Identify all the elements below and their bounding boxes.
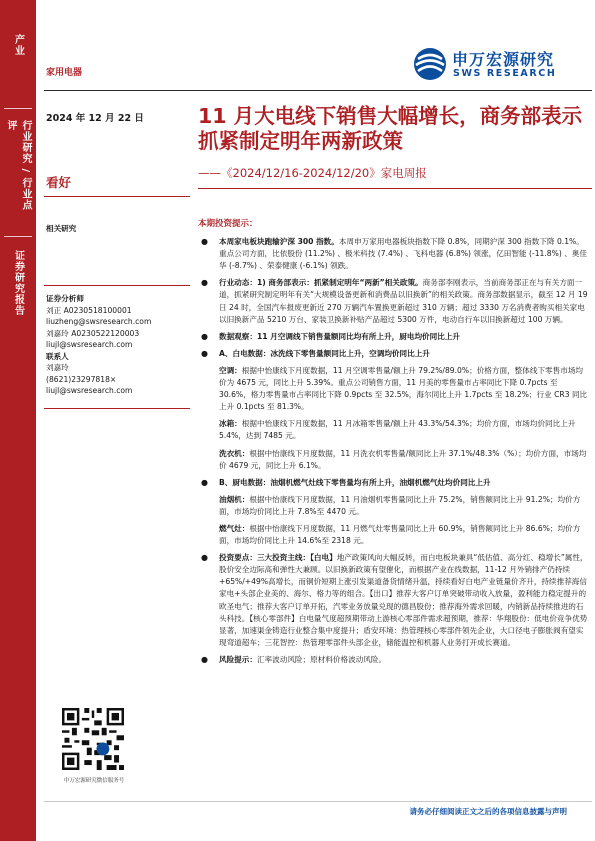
left-divider [44, 285, 190, 286]
sector-label: 家用电器 [46, 68, 83, 78]
contact-line: 刘嘉玲 [46, 363, 69, 372]
contact-line: (8621)23297818× [46, 374, 117, 384]
footer-disclaimer: 请务必仔细阅读正文之后的各项信息披露与声明 [409, 807, 567, 816]
logo-globe-icon [412, 46, 448, 82]
paragraph-washing-machine: 洗衣机：根据中怡康线下月度数据，11 月洗衣机零售量/额同比上升 37.1%/48.3%（%）；均价方面，市场均价 4679 元，同比上升 6.1%。 [219, 448, 587, 470]
bullet-icon: ● [201, 477, 208, 487]
bullet-market-performance: ● 本周家电板块跑输沪深 300 指数。本周申万家用电器板块指数下降 0.8%，同期沪深 300 指数下降 0.1%。重点公司方面，比依股份 (11.2%) 、极米科技 (7.4%) 、飞科电器 (6.8%) 领涨，亿田智能 (-11.8%) 、奥佳华 (-8.7%) 、荣泰健康 (-6.1%) 领跌。 [201, 237, 587, 271]
bullet-white-goods-heading: ● A、白电数据：冰洗线下零售量额同比上升，空调均价同比上升 [198, 348, 590, 360]
bullet-investment-points: ● 投资要点：三大投资主线：【白电】地产政策风向大幅反转，而白电板块兼具“低估值、高分红、稳增长”属性，股价安全边际高和弹性大兼顾。以旧换新政策有望催化，而根据产业在线数据，11-12 月外销排产仍持续+65%/+49%高增长，而铜价短期上涨引发渠道备货情绪升温，持续看好白电产业链量价齐升，持续推荐海信家电+头部企业美的、海尔、格力等的组合。【出口】推荐大客户订单突破带动收入放量，盈利能力稳定提升的欧圣电气；推荐大客户订单开拓，汽零业务放量兑现的德昌股份；推荐海外需求回暖，内销新品持续推进的石头科技。【核心零部件】白电量气度超预期带动上游核心零部件需求超预期，推荐：华翔股份：低电价竞争优势显著，加速渠金铸造行业整合集中度提升；盾安环境：热管理核心零部件领先企业，大口径电子膨胀阀有望实现弯道超车；三花智控：热管理零部件头部企业，储能温控和机器人业务打开成长赛道。 [201, 553, 588, 647]
analyst-line: 刘嘉玲 A0230522120003 [46, 328, 140, 338]
left-divider [44, 196, 190, 197]
analysts-block [46, 293, 151, 397]
analyst-line: 刘正 A0230518100001 [46, 305, 132, 315]
bullet-industry-news: ● 行业动态：1) 商务部表示：抓紧制定明年“两新”相关政策。商务部李刚表示，当前商务部正在与有关方面一道，抓紧研究制定明年有关“大规模设备更新和消费品以旧换新”的相关政策。商务部数据显示，截至 12 月 19 日 24 时，全国汽车报废更新近 270 万辆汽车置换更新超过 310 万辆；超过 3330 万名消费者购买相关家电以旧换新产品 5210 万台、家装卫换新补贴产品超过 5300 万件，电动自行车以旧换新超过 100 万辆。 [201, 278, 588, 324]
left-sidebar [0, 0, 36, 841]
bullet-icon: ● [201, 553, 208, 563]
analyst-email[interactable]: liujl@swsresearch.com [46, 340, 133, 349]
report-date: 2024 年 12 月 22 日 [46, 113, 144, 124]
logo-text-cn: 申万宏源研究 [452, 50, 555, 69]
paragraph-range-hood: 油烟机：根据中怡康线下月度数据，11 月油烟机零售量同比上升 75.2%，销售额同比上升 91.2%；均价方面，市场均价同比上升 7.8%至 4470 元。 [219, 494, 581, 516]
bullet-icon: ● [201, 278, 208, 288]
contact-label: 联系人 [46, 351, 69, 361]
paragraph-refrigerator: 冰箱：根据中怡康线下月度数据，11 月冰箱零售量/额上升 43.3%/54.3%；均价方面，市场均价同比上升 5.4%，达到 7485 元。 [219, 419, 576, 441]
bullet-data-observation: ● 数据观察：11 月空调线下销售量额同比均有所上升，厨电均价同比上升 [198, 331, 590, 343]
bullet-risk-warning: ● 风险提示：汇率波动风险；原材料价格波动风险。 [198, 654, 590, 666]
paragraph-air-conditioner: 空调：根据中怡康线下月度数据，11 月空调零售量/额上升 79.2%/89.0%；价格方面，整体线下零售市场均价为 4675 元，同比上升 5.39%。重点公司销售方面，11 月美的零售量市占率同比下降 0.7pcts 至 30.6%，格力零售量市占率同比下降 0.9pcts 至 32.5%，海尔同比上升 1.7pcts 至 18.2%；行业 CR3 同比上升 0.1pcts 至 81.3%。 [219, 365, 588, 412]
paragraph-gas-stove: 燃气灶：根据中怡康线下月度数据，11 月燃气灶零售量同比上升 60.9%，销售额同比上升 86.6%；均价方面，市场均价同比上升 14.6%至 2318 元。 [219, 523, 581, 546]
sidebar-tag-report-type: 行业研究 / 行业点评 [5, 120, 31, 211]
bullet-icon: ● [201, 654, 208, 664]
bullet-kitchen-appliance-heading: ● B、厨电数据：油烟机燃气灶线下零售量均有所上升，油烟机燃气灶均价同比上升 [198, 477, 590, 489]
report-subtitle: ——《2024/12/16-2024/12/20》家电周报 [198, 166, 427, 180]
bullet-icon: ● [201, 237, 208, 247]
title-divider [198, 188, 592, 189]
contact-email[interactable]: liujl@swsresearch.com [46, 386, 133, 395]
analyst-email[interactable]: liuzheng@swsresearch.com [46, 317, 152, 326]
analysts-label: 证券分析师 [46, 294, 84, 303]
sidebar-divider [4, 108, 32, 109]
bullet-icon: ● [201, 348, 208, 358]
company-logo [412, 46, 582, 86]
report-title: 11 月大电线下销售大幅增长，商务部表示抓紧制定明年两新政策 [198, 104, 583, 153]
wechat-qr-code-icon[interactable] [62, 708, 124, 770]
footer-divider [44, 801, 592, 802]
header-divider [44, 90, 592, 91]
report-body [198, 218, 590, 671]
related-research-label: 相关研究 [46, 224, 77, 233]
left-divider [44, 408, 190, 409]
bullet-icon: ● [201, 331, 208, 341]
sidebar-divider [4, 236, 32, 237]
investment-tips-heading: 本期投资提示： [198, 219, 258, 229]
sidebar-tag-securities-report: 证券研究报告 [12, 250, 24, 316]
qr-caption: 中万宏源研究微信服务号 [63, 778, 125, 784]
rating-label: 看好 [46, 175, 72, 190]
logo-text-en: SWS RESEARCH [453, 68, 557, 79]
sidebar-tag-industry: 产业 [12, 34, 24, 56]
